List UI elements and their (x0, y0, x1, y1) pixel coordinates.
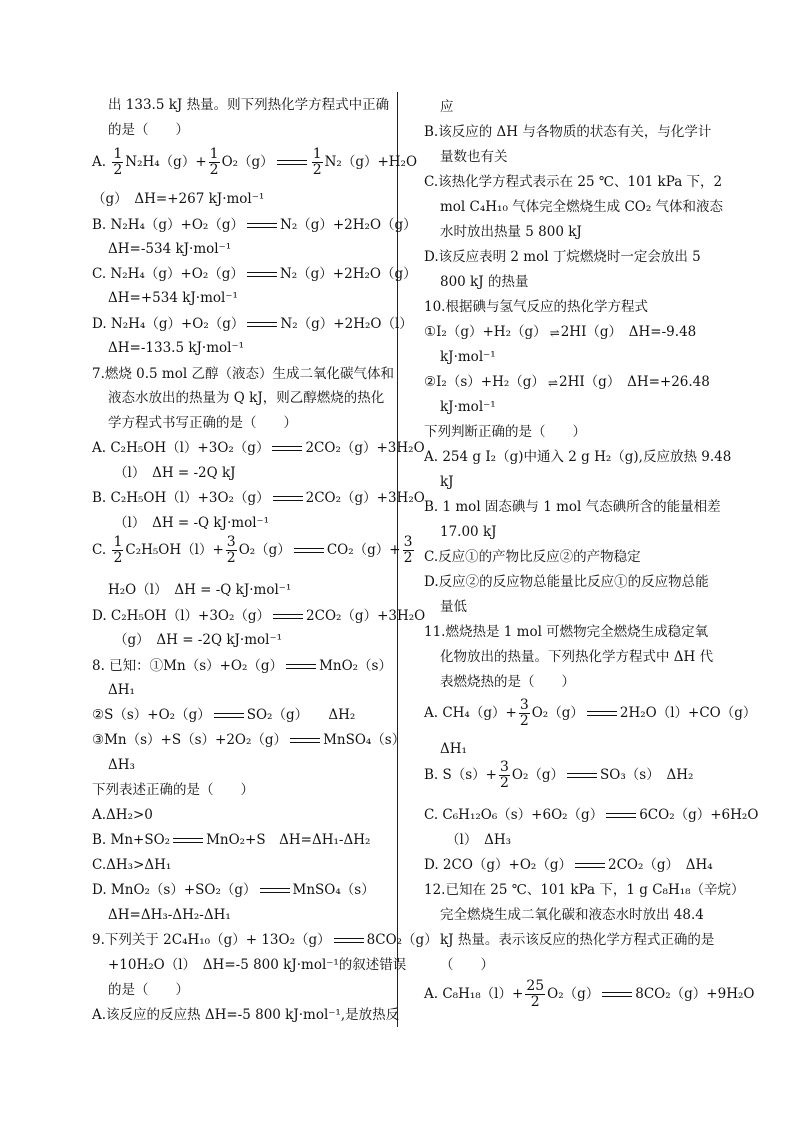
q8-option-d: D. MnO₂（s）+SO₂（g） MnSO₄（s） (92, 882, 375, 898)
q11-option-a-dh: ΔH₁ (440, 741, 467, 757)
q10-option-a-cont: kJ (440, 474, 454, 490)
q10-eq1-unit: kJ·mol⁻¹ (440, 349, 496, 365)
equals-arrow (587, 711, 617, 716)
q11-option-d: D. 2CO（g）+O₂（g） 2CO₂（g） ΔH₄ (424, 857, 713, 873)
q7-option-c-line2: H₂O（l） ΔH = -Q kJ·mol⁻¹ (108, 582, 292, 598)
equals-arrow (247, 272, 277, 277)
equals-arrow (173, 838, 203, 843)
q11-option-a: A. CH₄（g）+ $\frac{3}{2}$ O₂（g） 2H₂O（l）+CO（g） (424, 697, 757, 729)
q10-option-b-cont: 17.00 kJ (440, 524, 497, 540)
q6-option-b: B. N₂H₄（g）+O₂（g） N₂（g）+2H₂O（g） (92, 217, 417, 233)
q11-stem-line2: 化物放出的热量。下列热化学方程式中 ΔH 代 (440, 649, 714, 665)
fraction: $\frac{3}{2}$ (519, 697, 529, 729)
equals-arrow (247, 322, 277, 327)
fraction: $\frac{1}{2}$ (113, 534, 123, 566)
q6-option-b-dh: ΔH=-534 kJ·mol⁻¹ (108, 241, 232, 257)
q6-option-a-line2: （g） ΔH=+267 kJ·mol⁻¹ (92, 191, 265, 207)
q10-question: 下列判断正确的是（ ） (424, 424, 586, 440)
q10-option-d-cont: 量低 (440, 599, 467, 615)
q9-stem-line3: 的是（ ） (108, 982, 189, 998)
equals-arrow (214, 713, 244, 718)
q6-intro-line1: 出 133.5 kJ 热量。则下列热化学方程式中正确 (108, 97, 390, 113)
equals-arrow (606, 813, 636, 818)
q7-option-d: D. C₂H₅OH（l）+3O₂（g） 2CO₂（g）+3H₂O (92, 608, 426, 624)
q9-option-c: C.该热化学方程式表示在 25 ℃、101 kPa 下，2 (424, 174, 723, 190)
q10-eq1: ①I₂（g）+H₂（g） ⇌ 2HI（g） ΔH=-9.48 (424, 324, 697, 340)
q7-option-a-line2: （l） ΔH = -2Q kJ (114, 465, 236, 481)
equals-arrow (272, 446, 302, 451)
equals-arrow (286, 664, 316, 669)
q11-option-c: C. C₆H₁₂O₆（s）+6O₂（g） 6CO₂（g）+6H₂O (424, 807, 759, 823)
equals-arrow (273, 496, 303, 501)
option-label: A. (92, 154, 107, 170)
q6-option-d-dh: ΔH=-133.5 kJ·mol⁻¹ (108, 340, 245, 356)
q6-option-d: D. N₂H₄（g）+O₂（g） N₂（g）+2H₂O（l） (92, 316, 413, 332)
q6-intro-line2: 的是（ ） (108, 122, 189, 138)
q9-stem-line1: 9.下列关于 2C₄H₁₀（g）+ 13O₂（g） 8CO₂（g） (92, 932, 438, 948)
q7-option-c: C. $\frac{1}{2}$ C₂H₅OH（l）+ $\frac{3}{2}$ O₂（g） CO₂（g）+ $\frac{3}{2}$ (92, 534, 413, 566)
fraction: $\frac{25}{2}$ (526, 978, 545, 1010)
q6-option-c-dh: ΔH=+534 kJ·mol⁻¹ (108, 290, 238, 306)
q7-stem-line3: 学方程式书写正确的是（ ） (108, 415, 297, 431)
q12-option-a: A. C₈H₁₈（l）+ $\frac{25}{2}$ O₂（g） 8CO₂（g）+9H₂O (424, 978, 755, 1010)
q8-eq2: ②S（s）+O₂（g） SO₂（g） ΔH₂ (92, 707, 356, 723)
q8-option-d-dh: ΔH=ΔH₃-ΔH₂-ΔH₁ (108, 907, 231, 923)
q7-stem-line2: 液态水放出的热量为 Q kJ，则乙醇燃烧的热化 (108, 390, 385, 406)
q11-option-c-line2: （l） ΔH₃ (446, 832, 512, 848)
fraction: $\frac{1}{2}$ (312, 146, 322, 178)
q9-option-c-cont2: 水时放出热量 5 800 kJ (440, 224, 582, 240)
equals-arrow (277, 160, 307, 165)
q9-stem-line2: +10H₂O（l） ΔH=-5 800 kJ·mol⁻¹的叙述错误 (108, 957, 407, 973)
reversible-arrow: ⇌ (547, 375, 556, 390)
equals-arrow (290, 738, 320, 743)
q8-eq3: ③Mn（s）+S（s）+2O₂（g） MnSO₄（s） (92, 732, 406, 748)
q10-option-d: D.反应②的反应物总能量比反应①的反应物总能 (424, 574, 709, 590)
equals-arrow (575, 863, 605, 868)
q10-eq2-unit: kJ·mol⁻¹ (440, 399, 496, 415)
q8-option-c: C.ΔH₃>ΔH₁ (92, 857, 172, 873)
q11-option-b: B. S（s）+ $\frac{3}{2}$ O₂（g） SO₃（s） ΔH₂ (424, 759, 694, 791)
q12-stem-line4: （ ） (440, 957, 494, 973)
fraction: $\frac{3}{2}$ (500, 759, 509, 791)
fraction: $\frac{3}{2}$ (226, 534, 236, 566)
q7-option-a: A. C₂H₅OH（l）+3O₂（g） 2CO₂（g）+3H₂O (92, 440, 425, 456)
q9-option-c-cont1: mol C₄H₁₀ 气体完全燃烧生成 CO₂ 气体和液态 (440, 199, 724, 215)
q12-stem-line3: kJ 热量。表示该反应的热化学方程式正确的是 (440, 932, 715, 948)
equals-arrow (294, 548, 324, 553)
q8-option-b: B. Mn+SO₂ MnO₂+S ΔH=ΔH₁-ΔH₂ (92, 832, 371, 848)
q6-option-c: C. N₂H₄（g）+O₂（g） N₂（g）+2H₂O（g） (92, 266, 417, 282)
q10-option-b: B. 1 mol 固态碘与 1 mol 气态碘所含的能量相差 (424, 499, 721, 515)
q11-stem-line3: 表燃烧热的是（ ） (440, 674, 575, 690)
q8-stem: 8. 已知：①Mn（s）+O₂（g） MnO₂（s） (92, 658, 392, 674)
q8-dh1: ΔH₁ (108, 682, 135, 698)
fraction: $\frac{3}{2}$ (403, 534, 413, 566)
q9-option-d-cont: 800 kJ 的热量 (440, 274, 529, 290)
q6-option-a: A. $\frac{1}{2}$ N₂H₄（g）+ $\frac{1}{2}$ O₂（g） $\frac{1}{2}$ N₂（g）+H₂O (92, 146, 418, 178)
q12-stem-line2: 完全燃烧生成二氧化碳和液态水时放出 48.4 (440, 907, 704, 923)
fraction: $\frac{1}{2}$ (209, 146, 219, 178)
equals-arrow (260, 888, 290, 893)
q9-option-a: A.该反应的反应热 ΔH=-5 800 kJ·mol⁻¹,是放热反 (92, 1007, 400, 1023)
q9-option-b: B.该反应的 ΔH 与各物质的状态有关，与化学计 (424, 124, 712, 140)
q10-option-a: A. 254 g I₂（g)中通入 2 g H₂（g),反应放热 9.48 (424, 449, 732, 465)
fraction: $\frac{1}{2}$ (113, 146, 123, 178)
q12-stem-line1: 12.已知在 25 ℃、101 kPa 下，1 g C₈H₁₈（辛烷） (424, 882, 745, 898)
q7-option-d-line2: （g） ΔH = -2Q kJ·mol⁻¹ (114, 632, 282, 648)
q7-option-b: B. C₂H₅OH（l）+3O₂（g） 2CO₂（g）+3H₂O (92, 490, 425, 506)
equals-arrow (334, 938, 364, 943)
equals-arrow (273, 614, 303, 619)
q10-option-c: C.反应①的产物比反应②的产物稳定 (424, 549, 641, 565)
q10-eq2: ②I₂（s）+H₂（g） ⇌ 2HI（g） ΔH=+26.48 (424, 374, 710, 390)
equals-arrow (602, 992, 632, 997)
equals-arrow (567, 773, 597, 778)
q9-option-b-cont: 量数也有关 (440, 149, 508, 165)
q8-question: 下列表述正确的是（ ） (92, 782, 254, 798)
q8-dh3: ΔH₃ (108, 757, 135, 773)
q7-stem-line1: 7.燃烧 0.5 mol 乙醇（液态）生成二氧化碳气体和 (92, 366, 394, 382)
reversible-arrow: ⇌ (549, 325, 558, 340)
q9-option-d: D.该反应表明 2 mol 丁烷燃烧时一定会放出 5 (424, 249, 701, 265)
q8-option-a: A.ΔH₂>0 (92, 807, 153, 823)
equals-arrow (247, 223, 277, 228)
q7-option-b-line2: （l） ΔH = -Q kJ·mol⁻¹ (114, 515, 270, 531)
q11-stem-line1: 11.燃烧热是 1 mol 可燃物完全燃烧生成稳定氧 (424, 624, 709, 640)
q10-stem: 10.根据碘与氢气反应的热化学方程式 (424, 299, 648, 315)
q9-option-a-cont: 应 (440, 99, 454, 115)
